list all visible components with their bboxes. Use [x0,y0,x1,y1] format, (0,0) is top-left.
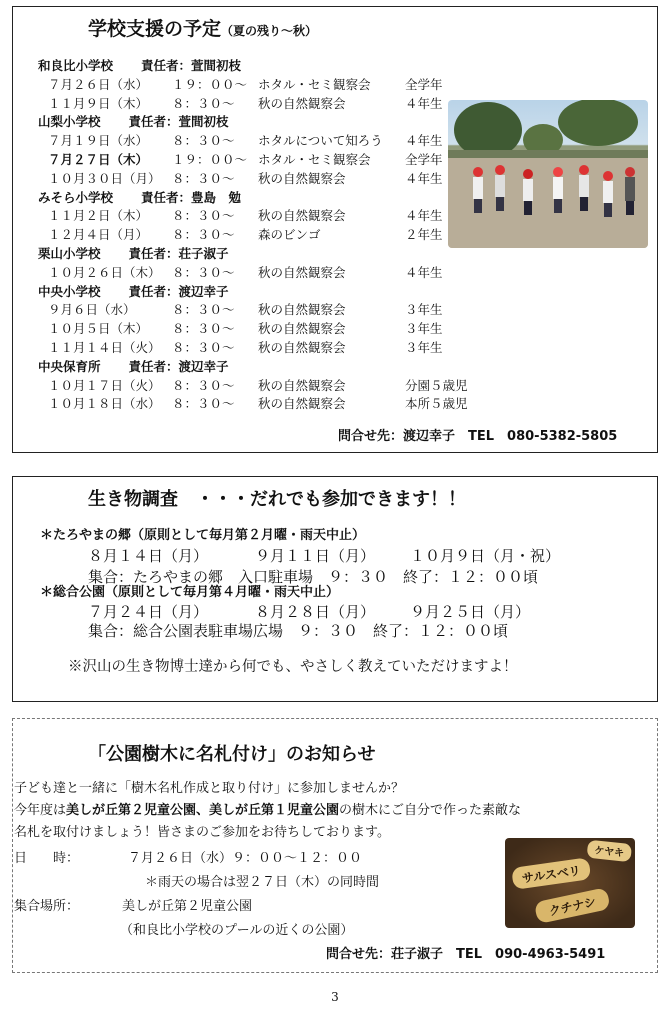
school-leader: 責任者：渡辺幸子 [128,283,229,299]
event-name: 秋の自然観察会 [258,340,346,355]
sogo-park-date-1: ７月２４日（月） [88,603,209,621]
sogo-park-meeting: 集合：総合公園表駐車場広場 ９：３０ 終了：１２：００頃 [88,622,509,640]
school-heading [38,245,229,263]
taroyama-meeting: 集合：たろやまの郷 入口駐車場 ９：３０ 終了：１２：００頃 [88,568,539,586]
sogo-park-date-2: ８月２８日（月） [255,603,376,621]
school-name: 栗山小学校 [38,246,101,261]
event-time: ８：３０～ [172,302,235,318]
survey-note: ※沢山の生き物博士達から何でも、やさしく教えていただけますよ！ [68,659,518,675]
event-name: 秋の自然観察会 [258,302,346,318]
school-name: 和良比小学校 [38,58,114,73]
event-name: ホタル・セミ観察会 [258,152,371,167]
event-target: ３年生 [405,340,443,355]
school-heading [38,189,241,207]
school-name: 中央保育所 [38,358,101,374]
event-name: 秋の自然観察会 [258,264,346,280]
event-time: ８：３０～ [172,340,235,355]
event-time: ８：３０～ [172,227,235,243]
event-target: 全学年 [405,152,443,167]
sogo-park-date-3: ９月２５日（月） [410,603,531,621]
tag-label-1: サルスベリ [521,863,582,886]
school-name: みそら小学校 [38,189,114,205]
place-note: （和良比小学校のプールの近くの公園） [120,923,354,938]
school-heading [38,57,241,75]
school-support-title: 学校支援の予定（夏の残り～秋） [88,18,318,40]
event-date: １２月４日（月） [48,227,149,243]
school-leader: 責任者：豊島 勉 [141,189,242,205]
wooden-nametags-photo [505,838,635,928]
event-date: ９月６日（水） [48,302,136,318]
school-name: 山梨小学校 [38,114,101,130]
event-time: １９：００～ [172,76,248,92]
event-name: 森のビンゴ [258,227,321,243]
sogo-park-heading: ＊総合公園（原則として毎月第４月曜・雨天中止） [40,585,340,600]
event-time: ８：３０～ [172,133,235,149]
event-target: 分園５歳児 [405,377,468,393]
rain-note: ＊雨天の場合は翌２７日（木）の同時間 [145,875,380,890]
event-name: 秋の自然観察会 [258,95,346,111]
event-date: ７月１９日（水） [48,133,149,149]
event-date: １０月３０日（月） [48,170,161,186]
event-date: １０月１７日（火） [48,377,161,393]
support-contact: 問合せ先：渡辺幸子 TEL 080-5382-5805 [338,429,618,444]
event-date: １０月５日（木） [48,321,149,337]
page-number: 3 [331,990,339,1004]
event-time: ８：３０～ [172,396,235,412]
event-name: 秋の自然観察会 [258,208,346,224]
event-date: １０月１８日（水） [48,396,161,412]
event-date: １１月１４日（火） [48,340,161,355]
school-heading [38,283,229,301]
event-target: 全学年 [405,76,443,92]
event-time: ８：３０～ [172,170,235,186]
event-date: ７月２６日（水） [48,76,149,92]
event-name: ホタル・セミ観察会 [258,76,371,92]
event-target: ３年生 [405,321,443,337]
place-label: 集合場所： [14,899,80,914]
taroyama-date-2: ９月１１日（月） [255,547,376,565]
event-target: ４年生 [405,264,443,280]
school-support-subtitle: （夏の残り～秋） [221,24,318,38]
event-date: １０月２６日（木） [48,264,161,280]
event-name: ホタルについて知ろう [258,133,383,149]
event-target: ４年生 [405,133,443,149]
tree-intro-line-1: 子ども達と一緒に「樹木名札作成と取り付け」に参加しませんか？ [14,781,405,796]
taroyama-heading: ＊たろやまの郷（原則として毎月第２月曜・雨天中止） [40,528,366,543]
event-name: 秋の自然観察会 [258,170,346,186]
event-name: 秋の自然観察会 [258,321,346,337]
datetime-value: ７月２６日（水）９：００～１２：００ [128,851,363,866]
school-heading [38,113,229,131]
tag-label-3: ケヤキ [593,845,625,860]
school-leader: 責任者：荘子淑子 [128,246,229,261]
children-nature-walk-photo [448,100,648,248]
event-target: ４年生 [405,208,443,224]
school-leader: 責任者：萱間初枝 [141,58,242,73]
school-heading [38,358,229,376]
taroyama-date-3: １０月９日（月・祝） [410,547,561,565]
event-target: ２年生 [405,227,443,243]
creature-survey-title: 生き物調査 ・・・だれでも参加できます！！ [88,489,466,510]
datetime-label: 日 時： [14,851,80,866]
event-target: ４年生 [405,95,443,111]
tree-intro-line-3: 名札を取付けましょう！皆さまのご参加をお待ちしております。 [14,825,390,840]
tag-label-2: クチナシ [547,894,598,919]
event-time: ８：３０～ [172,208,235,224]
school-leader: 責任者：渡辺幸子 [128,358,229,374]
taroyama-date-1: ８月１４日（月） [88,547,209,565]
tree-nametag-title: 「公園樹木に名札付け」のお知らせ [88,744,376,765]
tree-intro-line-2: 今年度は美しが丘第２児童公園、美しが丘第１児童公園の樹木にご自分で作った素敵な [14,803,522,818]
event-date: １１月２日（木） [48,208,149,224]
event-name: 秋の自然観察会 [258,377,346,393]
school-name: 中央小学校 [38,283,101,299]
event-date: １１月９日（木） [48,95,149,111]
school-leader: 責任者：萱間初枝 [128,114,229,130]
event-target: ３年生 [405,302,443,318]
place-value: 美しが丘第２児童公園 [122,899,253,914]
event-date: ７月２７日（木） [48,152,149,167]
event-name: 秋の自然観察会 [258,396,346,412]
event-time: ８：３０～ [172,264,235,280]
event-target: ４年生 [405,170,443,186]
event-target: 本所５歳児 [405,396,468,412]
tree-park-names: 美しが丘第２児童公園、美しが丘第１児童公園 [66,803,340,818]
tree-contact: 問合せ先：荘子淑子 TEL 090-4963-5491 [326,947,606,962]
event-time: ８：３０～ [172,95,235,111]
event-time: １９：００～ [172,152,248,167]
event-time: ８：３０～ [172,377,235,393]
event-time: ８：３０～ [172,321,235,337]
